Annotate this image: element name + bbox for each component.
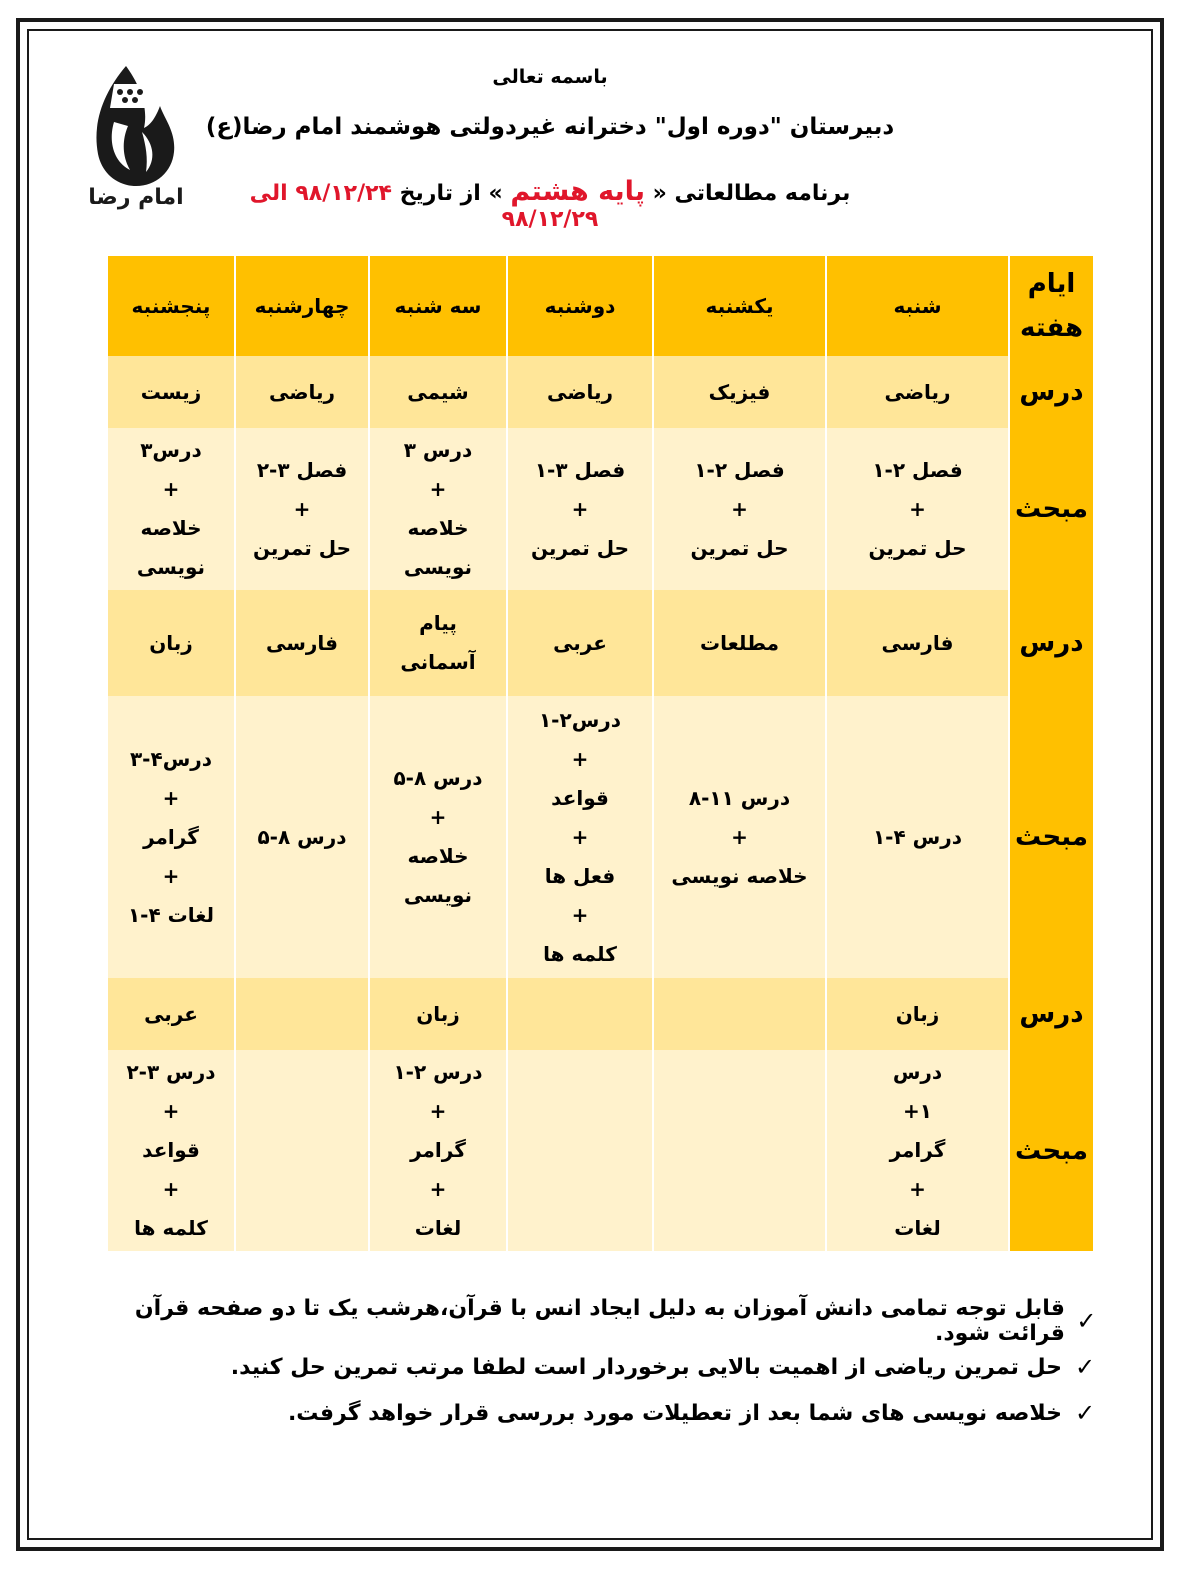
lesson-cell: فیزیک [653,356,826,428]
school-name: دبیرستان "دوره اول" دخترانه غیردولتی هوشمند امام رضا(ع) [205,114,895,140]
day-header: شنبه [826,256,1009,356]
lesson-cell: فارسی [826,590,1009,696]
grade-label: پایه هشتم [510,176,645,207]
checkmark-icon: ✓ [1074,1399,1096,1427]
note-item [100,1298,1100,1344]
topic-cell: فصل ۳-۱ + حل تمرین [507,428,653,590]
row-label-lesson: درس [1009,356,1094,428]
topic-row [107,1050,1094,1251]
lesson-cell: عربی [107,978,235,1050]
topic-cell: درس ۴-۱ [826,696,1009,978]
checkmark-icon: ✓ [1074,1353,1096,1381]
row-label-topic: مبحث [1009,1050,1094,1251]
topic-cell: درس ۳ + خلاصه نویسی [369,428,507,590]
program-title-mid: » از تاریخ [399,181,503,206]
lesson-cell: مطلعات [653,590,826,696]
lesson-cell: ریاضی [507,356,653,428]
row-label-topic: مبحث [1009,696,1094,978]
lesson-cell: ریاضی [826,356,1009,428]
program-title [200,176,900,232]
row-label-lesson: درس [1009,978,1094,1050]
lesson-cell: فارسی [235,590,369,696]
topic-cell: درس۲-۱ + قواعد + فعل ها + کلمه ها [507,696,653,978]
note-text: خلاصه نویسی های شما بعد از تعطیلات مورد بررسی قرار خواهد گرفت. [287,1400,1062,1426]
study-schedule-table [106,256,1095,1251]
note-text: قابل توجه تمامی دانش آموزان به دلیل ایجاد انس با قرآن،هرشب یک تا دو صفحه قرآن قرائت شود. [134,1296,1065,1346]
note-text: حل تمرین ریاضی از اهمیت بالایی برخوردار است لطفا مرتب تمرین حل کنید. [230,1354,1062,1380]
topic-row [107,696,1094,978]
topic-cell: فصل ۲-۱ + حل تمرین [826,428,1009,590]
days-header-row [107,256,1094,356]
lesson-cell: زبان [107,590,235,696]
lesson-cell [235,978,369,1050]
topic-cell [507,1050,653,1251]
lesson-cell: ریاضی [235,356,369,428]
day-header: پنجشنبه [107,256,235,356]
topic-cell: فصل ۲-۱ + حل تمرین [653,428,826,590]
lesson-cell [653,978,826,1050]
topic-cell [235,1050,369,1251]
header-bismillah: باسمه تعالی [492,66,608,88]
topic-cell: درس۴-۳ + گرامر + لغات ۴-۱ [107,696,235,978]
lesson-row [107,356,1094,428]
notes-list [100,1298,1100,1436]
flame-emblem-icon [96,66,174,186]
logo-text: امام رضا [88,185,184,210]
topic-cell: درس ۱+ گرامر + لغات [826,1050,1009,1251]
lesson-cell: شیمی [369,356,507,428]
row-label-lesson: درس [1009,590,1094,696]
day-header: یکشنبه [653,256,826,356]
day-header: سه شنبه [369,256,507,356]
school-logo [84,62,188,212]
topic-cell: درس ۳-۲ + قواعد + کلمه ها [107,1050,235,1251]
program-title-prefix: برنامه مطالعاتی « [652,181,851,206]
lesson-cell: عربی [507,590,653,696]
note-item [100,1344,1100,1390]
topic-cell: درس ۱۱-۸ + خلاصه نویسی [653,696,826,978]
date-range: ۹۸/۱۲/۲۴ الی ۹۸/۱۲/۲۹ [249,181,599,232]
topic-cell: فصل ۳-۲ + حل تمرین [235,428,369,590]
lesson-cell: زیست [107,356,235,428]
topic-cell: درس ۲-۱ + گرامر + لغات [369,1050,507,1251]
lesson-row [107,978,1094,1050]
topic-cell: درس۳ + خلاصه نویسی [107,428,235,590]
lesson-cell: زبان [826,978,1009,1050]
day-header: دوشنبه [507,256,653,356]
topic-cell: درس ۸-۵ + خلاصه نویسی [369,696,507,978]
lesson-cell [507,978,653,1050]
corner-cell: ایام هفته [1009,256,1094,356]
topic-cell [653,1050,826,1251]
topic-cell: درس ۸-۵ [235,696,369,978]
row-label-topic: مبحث [1009,428,1094,590]
lesson-cell: زبان [369,978,507,1050]
day-header: چهارشنبه [235,256,369,356]
topic-row [107,428,1094,590]
lesson-cell: پیام آسمانی [369,590,507,696]
note-item [100,1390,1100,1436]
checkmark-icon: ✓ [1076,1307,1097,1335]
lesson-row [107,590,1094,696]
